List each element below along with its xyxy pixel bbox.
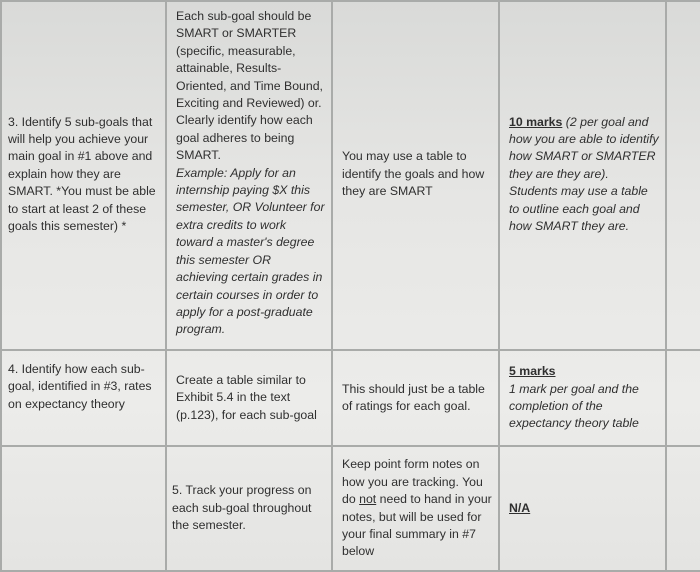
row-5-instructions-cell bbox=[172, 447, 322, 570]
row-3-instructions-cell bbox=[176, 8, 326, 337]
row-3-marks-detail: (2 per goal and how you are able to identify how SMART or SMARTER they are they are). Students may use a table to outline each goal and how SMART they are. bbox=[509, 114, 659, 234]
column-divider bbox=[498, 0, 500, 572]
column-divider bbox=[165, 0, 167, 572]
column-divider bbox=[331, 0, 333, 572]
row-5-marks-cell bbox=[509, 447, 659, 570]
row-5-notes-text: Keep point form notes on how you are tracking. You do not need to hand in your notes, but will be used for your final summary in #7 below bbox=[342, 457, 492, 559]
row-5-marks-value: N/A bbox=[509, 500, 531, 515]
row-4-task-text: 4. Identify how each sub-goal, identified in #3, rates on expectancy theory bbox=[8, 362, 152, 411]
row-3-marks-cell bbox=[509, 0, 659, 349]
row-3-notes-cell bbox=[342, 0, 492, 349]
row-4-marks-value: 5 marks bbox=[509, 364, 556, 379]
row-4-notes-cell bbox=[342, 351, 492, 445]
row-3-instructions-text: Each sub-goal should be SMART or SMARTER (specific, measurable, attainable, Results-Oriented, and Time Bound, Exciting and Reviewed) or. Clearly identify how each goal adheres to being SMART. bbox=[176, 9, 323, 163]
row-4-instructions-text: Create a table similar to Exhibit 5.4 in the text (p.123), for each sub-goal bbox=[176, 372, 317, 422]
row-5-instructions-text: 5. Track your progress on each sub-goal throughout the semester. bbox=[172, 483, 312, 533]
not-underlined-word: not bbox=[359, 492, 377, 507]
row-4-notes-text: This should just be a table of ratings for each goal. bbox=[342, 381, 485, 413]
row-3-example-text: Example: Apply for an internship paying $X this semester, OR Volunteer for extra credits to work toward a master's degree this semester OR achieving certain grades in certain courses in order to apply for a post-graduate program. bbox=[176, 165, 325, 337]
row-3-task-cell bbox=[8, 0, 158, 349]
column-divider bbox=[0, 0, 2, 572]
row-4-marks-cell bbox=[509, 351, 659, 445]
row-4-instructions-cell bbox=[176, 351, 326, 445]
row-4-marks-detail: 1 mark per goal and the completion of the expectancy theory table bbox=[509, 381, 639, 431]
row-3-task-text: 3. Identify 5 sub-goals that will help you achieve your main goal in #1 above and explain how they are SMART. *You must be able to start at least 2 of these goals this semester) * bbox=[8, 114, 156, 234]
row-3-notes-text: You may use a table to identify the goals and how they are SMART bbox=[342, 149, 485, 199]
row-5-task-cell bbox=[8, 447, 158, 570]
column-divider bbox=[665, 0, 667, 572]
row-4-task-cell bbox=[8, 351, 158, 419]
row-5-notes-cell bbox=[342, 447, 494, 570]
row-3-marks-value: 10 marks bbox=[509, 114, 563, 129]
